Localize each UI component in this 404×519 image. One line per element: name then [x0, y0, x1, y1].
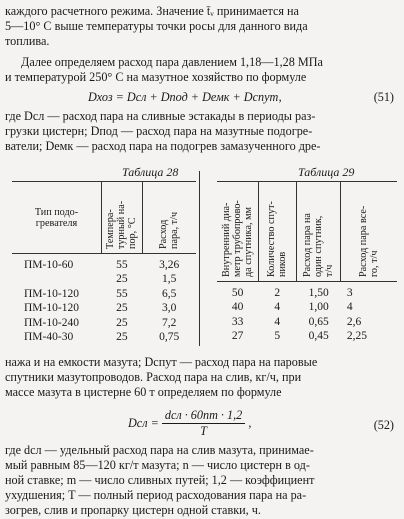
column-header — [12, 182, 101, 254]
text-line: где dсл — удельный расход пара на слив мазута, принимае- — [5, 443, 314, 457]
table-cell: 0,75 — [159, 331, 180, 344]
table-29-title: Таблица 29 — [298, 165, 355, 179]
header-label: Расход пара все- го, т/ч — [358, 205, 381, 277]
table-cell: 2,25 — [346, 330, 368, 343]
equation-fraction — [162, 408, 245, 439]
table-row — [217, 282, 397, 301]
table-cell: 4 — [346, 301, 353, 314]
column-header — [341, 182, 397, 282]
table-cell: ПМ-10-120 — [24, 302, 79, 315]
header-label: Расход пара, т/ч — [158, 211, 181, 249]
equation-51 — [0, 88, 404, 110]
table-row — [12, 272, 196, 286]
paragraph-intro — [5, 4, 397, 49]
table-cell: 50 — [231, 287, 244, 299]
table-row — [12, 301, 196, 315]
table-row — [217, 300, 397, 314]
table-cell: 25 — [116, 302, 128, 315]
table-cell: 55 — [116, 259, 128, 271]
table-cell: ПМ-10-120 — [24, 287, 79, 300]
column-header — [142, 182, 196, 254]
table-cell: 40 — [231, 301, 244, 314]
text-line: мый равным 85—120 кг/т мазута; n — число цистерн в од- — [5, 458, 310, 472]
equation-number: (51) — [373, 90, 394, 104]
table-cell: 25 — [116, 316, 128, 329]
equation-lhs: Dсл = — [128, 416, 162, 430]
paragraph-consumption — [5, 55, 397, 85]
header-label: Темпера- турный на- пор, °С — [105, 200, 139, 249]
header-label: Тип подо- гревателя — [34, 206, 79, 229]
header-label: Внутренний диа- метр трубопрово- да спутника, мм — [220, 200, 254, 277]
table-cell: 3,26 — [159, 259, 180, 271]
table-28-title: Таблица 28 — [122, 165, 179, 179]
text-line: 5—10° С выше температуры точки росы для данного вида — [5, 19, 308, 33]
table-28 — [12, 181, 196, 359]
column-header — [296, 182, 341, 282]
table-row — [12, 330, 196, 344]
column-header — [258, 182, 296, 282]
table-cell: 2 — [274, 287, 281, 299]
text-line: зогрев, слив и пропарку цистерн одной ставки, ч. — [5, 503, 261, 517]
text-line: каждого расчетного режима. Значение t̄ᵥ принимается на — [5, 4, 299, 18]
text-line: где Dсл — расход пара на сливные эстакады в периоды раз- — [5, 109, 316, 123]
text-line: ной ставке; m — число сливных путей; 1,2 — коэффициент — [5, 473, 315, 487]
table-cell: 7,2 — [161, 316, 177, 329]
table-cell: 1,5 — [161, 273, 177, 286]
table-cell: 3,0 — [161, 302, 177, 315]
table-29 — [217, 181, 397, 344]
table-cell: 6,5 — [161, 287, 177, 300]
table-cell: 4 — [274, 301, 281, 314]
paragraph-where-2 — [5, 443, 397, 518]
table-cell: 1,50 — [308, 287, 329, 299]
text-line: нажа и на емкости мазута; Dспут — расход пара на паровые — [5, 355, 318, 369]
table-row — [12, 287, 196, 301]
equation-52 — [0, 408, 404, 444]
table-cell: 5 — [274, 330, 281, 343]
table-divider-line — [199, 171, 200, 346]
text-line: ватели; Dемк — расход пара на подогрев замазученного дре- — [5, 139, 321, 153]
text-line: спутники мазутопроводов. Расход пара на слив, кг/ч, при — [5, 370, 302, 384]
fraction-denominator: T — [200, 424, 207, 438]
table-cell: 55 — [116, 287, 128, 300]
table-cell: ПМ-10-60 — [24, 259, 74, 271]
table-cell: 33 — [231, 315, 244, 328]
table-cell: 2,6 — [346, 315, 362, 328]
text-line: топлива. — [5, 34, 50, 48]
column-header — [217, 182, 258, 282]
equation-tail: , — [248, 416, 252, 430]
equation-body — [128, 408, 251, 439]
text-line: массе мазута в цистерне 60 т определяем по формуле — [5, 385, 282, 399]
column-header — [101, 182, 142, 254]
table-row — [12, 316, 196, 330]
header-label: Количество спут- ников — [266, 201, 289, 277]
text-line: Далее определяем расход пара давлением 1,18—1,28 МПа — [21, 55, 323, 69]
table-row — [217, 329, 397, 343]
table-cell: ПМ-10-240 — [24, 316, 79, 329]
paragraph-continued — [5, 355, 397, 400]
table-cell: 4 — [274, 315, 281, 328]
table-cell: ПМ-40-30 — [24, 331, 74, 344]
text-line: грузки цистерн; Dпод — расход пара на мазутные подогре- — [5, 124, 313, 138]
paragraph-where-1 — [5, 109, 397, 154]
table-cell: 27 — [231, 330, 244, 343]
table-row — [12, 254, 196, 273]
equation-body: Dхоз = Dсл + Dпод + Dемк + Dспут, — [88, 90, 282, 104]
equation-number: (52) — [373, 418, 394, 432]
table-cell — [12, 272, 101, 286]
table-cell: 25 — [116, 273, 128, 286]
fraction-numerator: dсл · 60nm · 1,2 — [162, 408, 245, 424]
table-cell: 0,45 — [308, 330, 329, 343]
table-row — [217, 315, 397, 329]
text-line: ухудшения; T — полный период расходования пара на ра- — [5, 488, 307, 502]
table-cell: 25 — [116, 331, 128, 344]
text-line: и температурой 250° С на мазутное хозяйство по формуле — [5, 70, 307, 84]
table-cell: 3 — [346, 287, 353, 299]
header-label: Расход пара на один спутник, т/ч — [302, 213, 336, 277]
table-cell: 1,00 — [308, 301, 329, 314]
table-cell: 0,65 — [308, 315, 329, 328]
